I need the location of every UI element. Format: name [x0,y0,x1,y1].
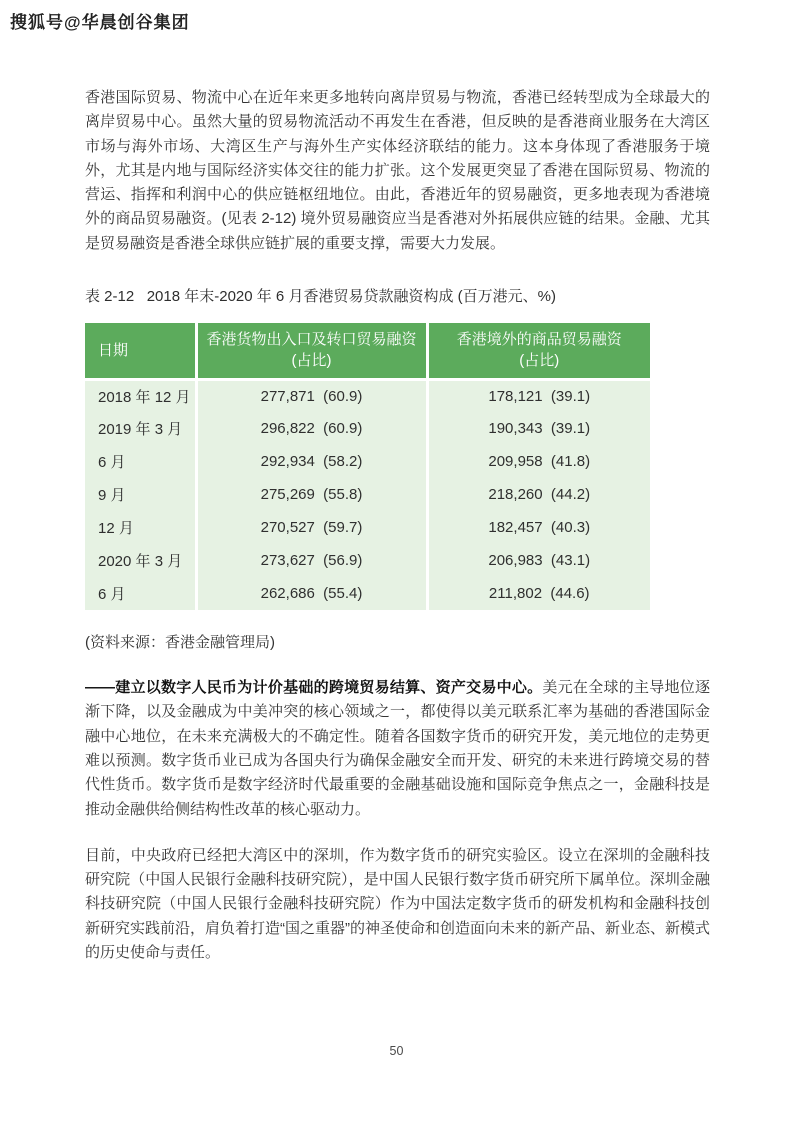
header-hk-goods-finance-label: 香港货物出入口及转口贸易融资 [206,331,417,349]
paragraph-digital-rmb [85,676,710,822]
cell-goods-finance: 273,627 (56.9) [196,544,427,577]
table-row [85,412,650,445]
cell-date: 9 月 [85,478,196,511]
header-hk-goods-finance-sub: (占比) [291,352,332,370]
cell-offshore-finance: 211,802 (44.6) [427,577,650,610]
cell-offshore-finance: 190,343 (39.1) [427,412,650,445]
cell-goods-finance: 275,269 (55.8) [196,478,427,511]
table-row [85,511,650,544]
cell-goods-finance: 277,871 (60.9) [196,379,427,412]
watermark-sohu-account: 搜狐号@华晨创谷集团 [10,13,190,32]
cell-goods-finance: 292,934 (58.2) [196,445,427,478]
page-content [85,86,710,965]
paragraph-digital-rmb-lead: ——建立以数字人民币为计价基础的跨境贸易结算、资产交易中心。 [85,679,543,697]
cell-goods-finance: 262,686 (55.4) [196,577,427,610]
cell-date: 12 月 [85,511,196,544]
cell-date: 2018 年 12 月 [85,379,196,412]
cell-date: 6 月 [85,445,196,478]
cell-offshore-finance: 209,958 (41.8) [427,445,650,478]
table-row [85,478,650,511]
table-body [85,379,650,610]
header-offshore-finance-label: 香港境外的商品贸易融资 [456,331,622,349]
cell-date: 6 月 [85,577,196,610]
cell-offshore-finance: 182,457 (40.3) [427,511,650,544]
table-source-note: (资料来源：香港金融管理局) [85,634,275,652]
paragraph-digital-rmb-body: 美元在全球的主导地位逐渐下降，以及金融成为中美冲突的核心领域之一，都使得以美元联系汇率为基础的香港国际金融中心地位，在未来充满极大的不确定性。随着各国数字货币的研究开发，美元地位的走势更难以预测。数字货币业已成为各国央行为确保金融安全而开发、研究的未来进行跨境交易的替代性货币。数字货币是数字经济时代最重要的金融基础设施和国际竞争焦点之一，金融科技是推动金融供给侧结构性改革的核心驱动力。 [85,679,710,818]
table-header-row [85,323,650,379]
cell-goods-finance: 296,822 (60.9) [196,412,427,445]
paragraph-shenzhen-fintech: 目前，中央政府已经把大湾区中的深圳，作为数字货币的研究实验区。设立在深圳的金融科技研究院（中国人民银行金融科技研究院），是中国人民银行数字货币研究所下属单位。深圳金融科技研究院（中国人民银行金融科技研究院）作为中国法定数字货币的研发机构和金融科技创新研究实践前沿，肩负着打造“国之重器”的神圣使命和创造面向未来的新产品、新业态、新模式的历史使命与责任。 [85,846,710,962]
cell-date: 2019 年 3 月 [85,412,196,445]
paragraph-trade-logistics: 香港国际贸易、物流中心在近年来更多地转向离岸贸易与物流，香港已经转型成为全球最大的离岸贸易中心。虽然大量的贸易物流活动不再发生在香港，但反映的是香港商业服务在大湾区市场与海外市场、大湾区生产与海外生产实体经济联结的能力。这本身体现了香港服务于境外，尤其是内地与国际经济实体交往的能力扩张。这个发展更突显了香港在国际贸易、物流的营运、指挥和利润中心的供应链枢纽地位。由此，香港近年的贸易融资，更多地表现为香港境外的商品贸易融资。(见表 2-12) 境外贸易融资应当是香港对外拓展供应链的结果。金融、尤其是贸易融资是香港全球供应链扩展的重要支撑，需要大力发展。 [85,89,710,252]
header-hk-goods-finance [196,323,427,379]
cell-offshore-finance: 218,260 (44.2) [427,478,650,511]
header-date: 日期 [85,323,196,379]
cell-goods-finance: 270,527 (59.7) [196,511,427,544]
cell-offshore-finance: 178,121 (39.1) [427,379,650,412]
cell-date: 2020 年 3 月 [85,544,196,577]
table-caption: 表 2-12 2018 年末-2020 年 6 月香港贸易贷款融资构成 (百万港元、%) [85,288,556,306]
table-row [85,577,650,610]
cell-offshore-finance: 206,983 (43.1) [427,544,650,577]
table-row [85,379,650,412]
page-number: 50 [389,1044,404,1058]
table-row [85,544,650,577]
trade-finance-table [85,323,650,610]
table-header [85,323,650,379]
table-row [85,445,650,478]
header-offshore-finance [427,323,650,379]
header-offshore-finance-sub: (占比) [519,352,560,370]
